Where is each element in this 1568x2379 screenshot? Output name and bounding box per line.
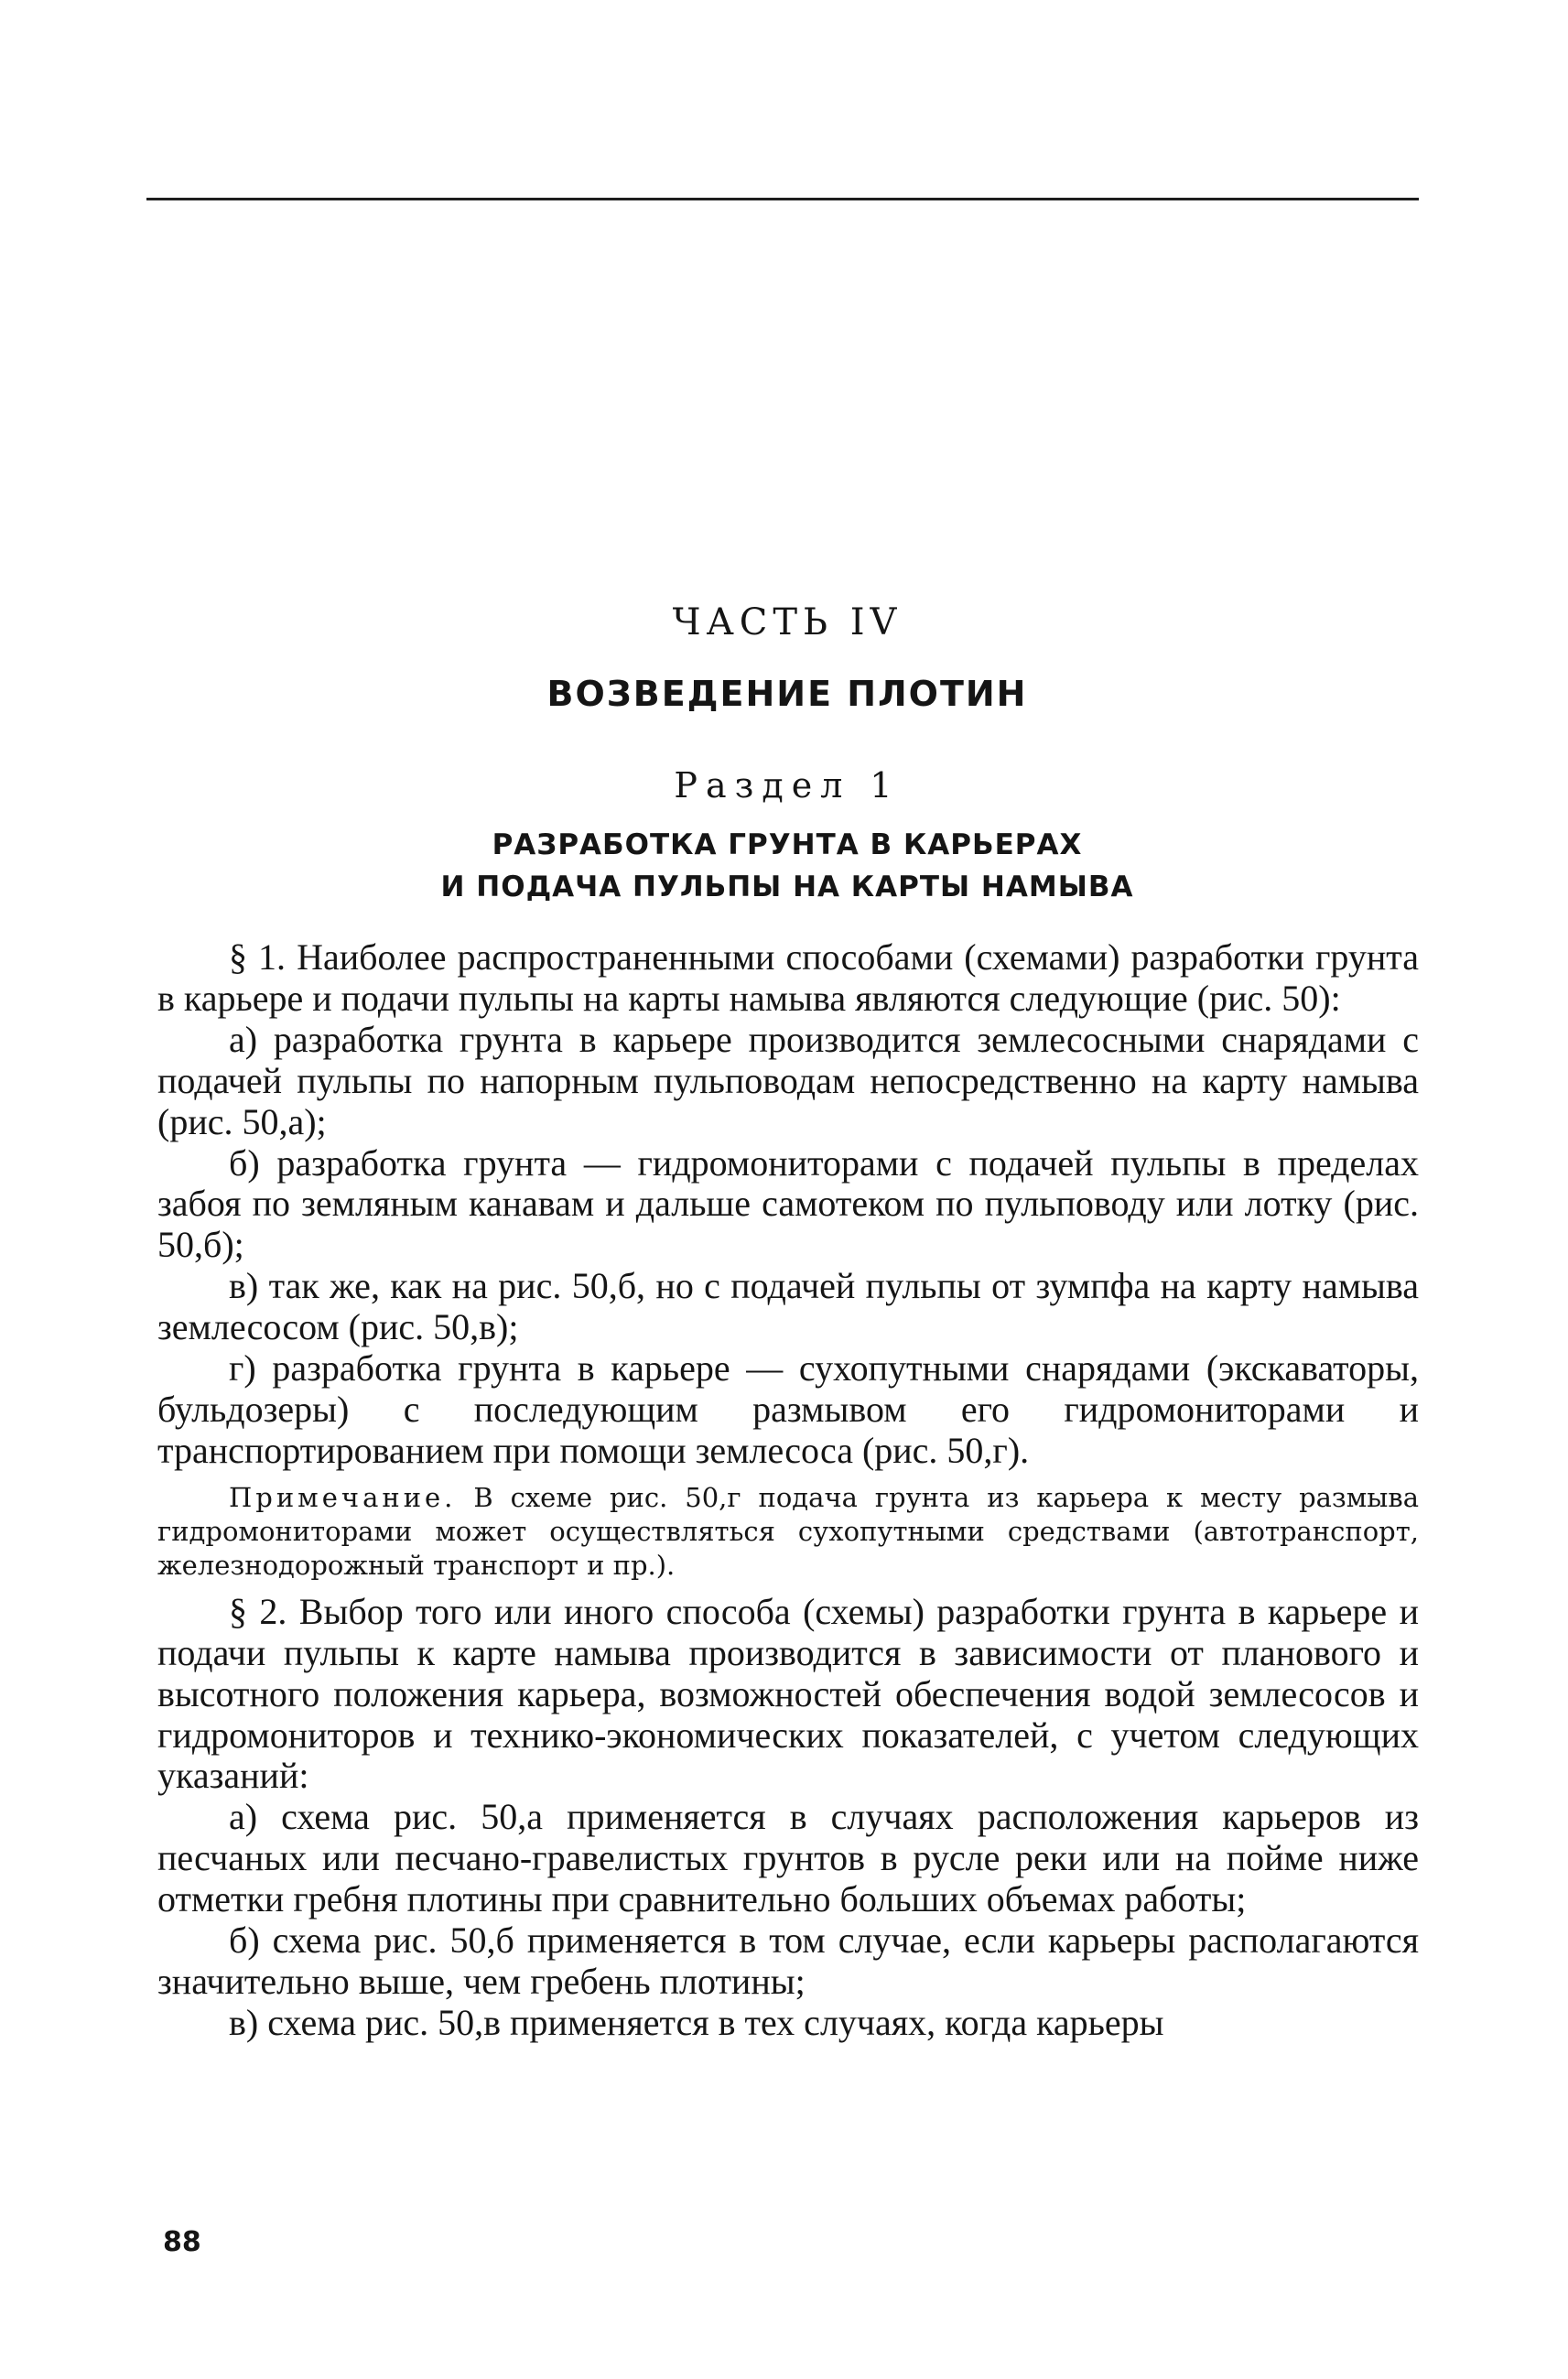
paragraph-2a: а) схема рис. 50,а применяется в случаях расположения карьеров из песчаных или песчано-гравелистых грунтов в русле реки или на пойме ниже отметки гребня плотины при сравнительно больших объемах работы; xyxy=(157,1796,1419,1920)
paragraph-2c: в) схема рис. 50,в применяется в тех случаях, когда карьеры xyxy=(229,2001,1164,2043)
paragraph-1d: г) разработка грунта в карьере — сухопутными снарядами (экскаваторы, бульдозеры) с последующим размывом его гидромониторами и транспортированием при помощи землесоса (рис. 50,г). xyxy=(157,1347,1419,1471)
subtitle-line-2: И ПОДАЧА ПУЛЬПЫ НА КАРТЫ НАМЫВА xyxy=(440,870,1134,903)
paragraph-2: § 2. Выбор того или иного способа (схемы) разработки грунта в карьере и подачи пульпы к карте намыва производится в зависимости от планового и высотного положения карьера, возможностей обеспечения водой землесосов и гидромониторов и технико-экономических показателей, с учетом следующих указаний: xyxy=(157,1590,1419,1797)
main-title: ВОЗВЕДЕНИЕ ПЛОТИН xyxy=(546,674,1028,714)
subtitle-line-1: РАЗРАБОТКА ГРУНТА В КАРЬЕРАХ xyxy=(492,828,1083,861)
note-paragraph xyxy=(157,1481,1419,1583)
body-text xyxy=(157,937,1419,2044)
section-heading: Раздел 1 xyxy=(674,765,901,806)
part-heading: ЧАСТЬ IV xyxy=(672,601,903,643)
paragraph-2b: б) схема рис. 50,б применяется в том случае, если карьеры располагаются значительно выше, чем гребень плотины; xyxy=(157,1919,1419,2002)
note-label: Примечание. xyxy=(229,1481,457,1513)
page-number: 88 xyxy=(163,2226,201,2258)
paragraph-1b: б) разработка грунта — гидромониторами с подачей пульпы в пределах забоя по земляным канавам и дальше самотеком по пульповоду или лотку (рис. 50,б); xyxy=(157,1141,1419,1266)
paragraph-1: § 1. Наиболее распространенными способами (схемами) разработки грунта в карьере и подачи пульпы на карты намыва являются следующие (рис. 50): xyxy=(157,936,1419,1019)
section-subtitle xyxy=(156,824,1419,908)
paragraph-1a: а) разработка грунта в карьере производится землесосными снарядами с подачей пульпы по напорным пульповодам непосредственно на карту намыва (рис. 50,а); xyxy=(157,1018,1419,1142)
note-text: В схеме рис. 50,г подача грунта из карьера к месту размыва гидромониторами может осуществляться сухопутными средствами (автотранспорт, железнодорожный транспорт и пр.). xyxy=(157,1481,1420,1581)
paragraph-1c: в) так же, как на рис. 50,б, но с подачей пульпы от зумпфа на карту намыва землесосом (рис. 50,в); xyxy=(157,1265,1419,1348)
top-rule xyxy=(146,198,1419,200)
